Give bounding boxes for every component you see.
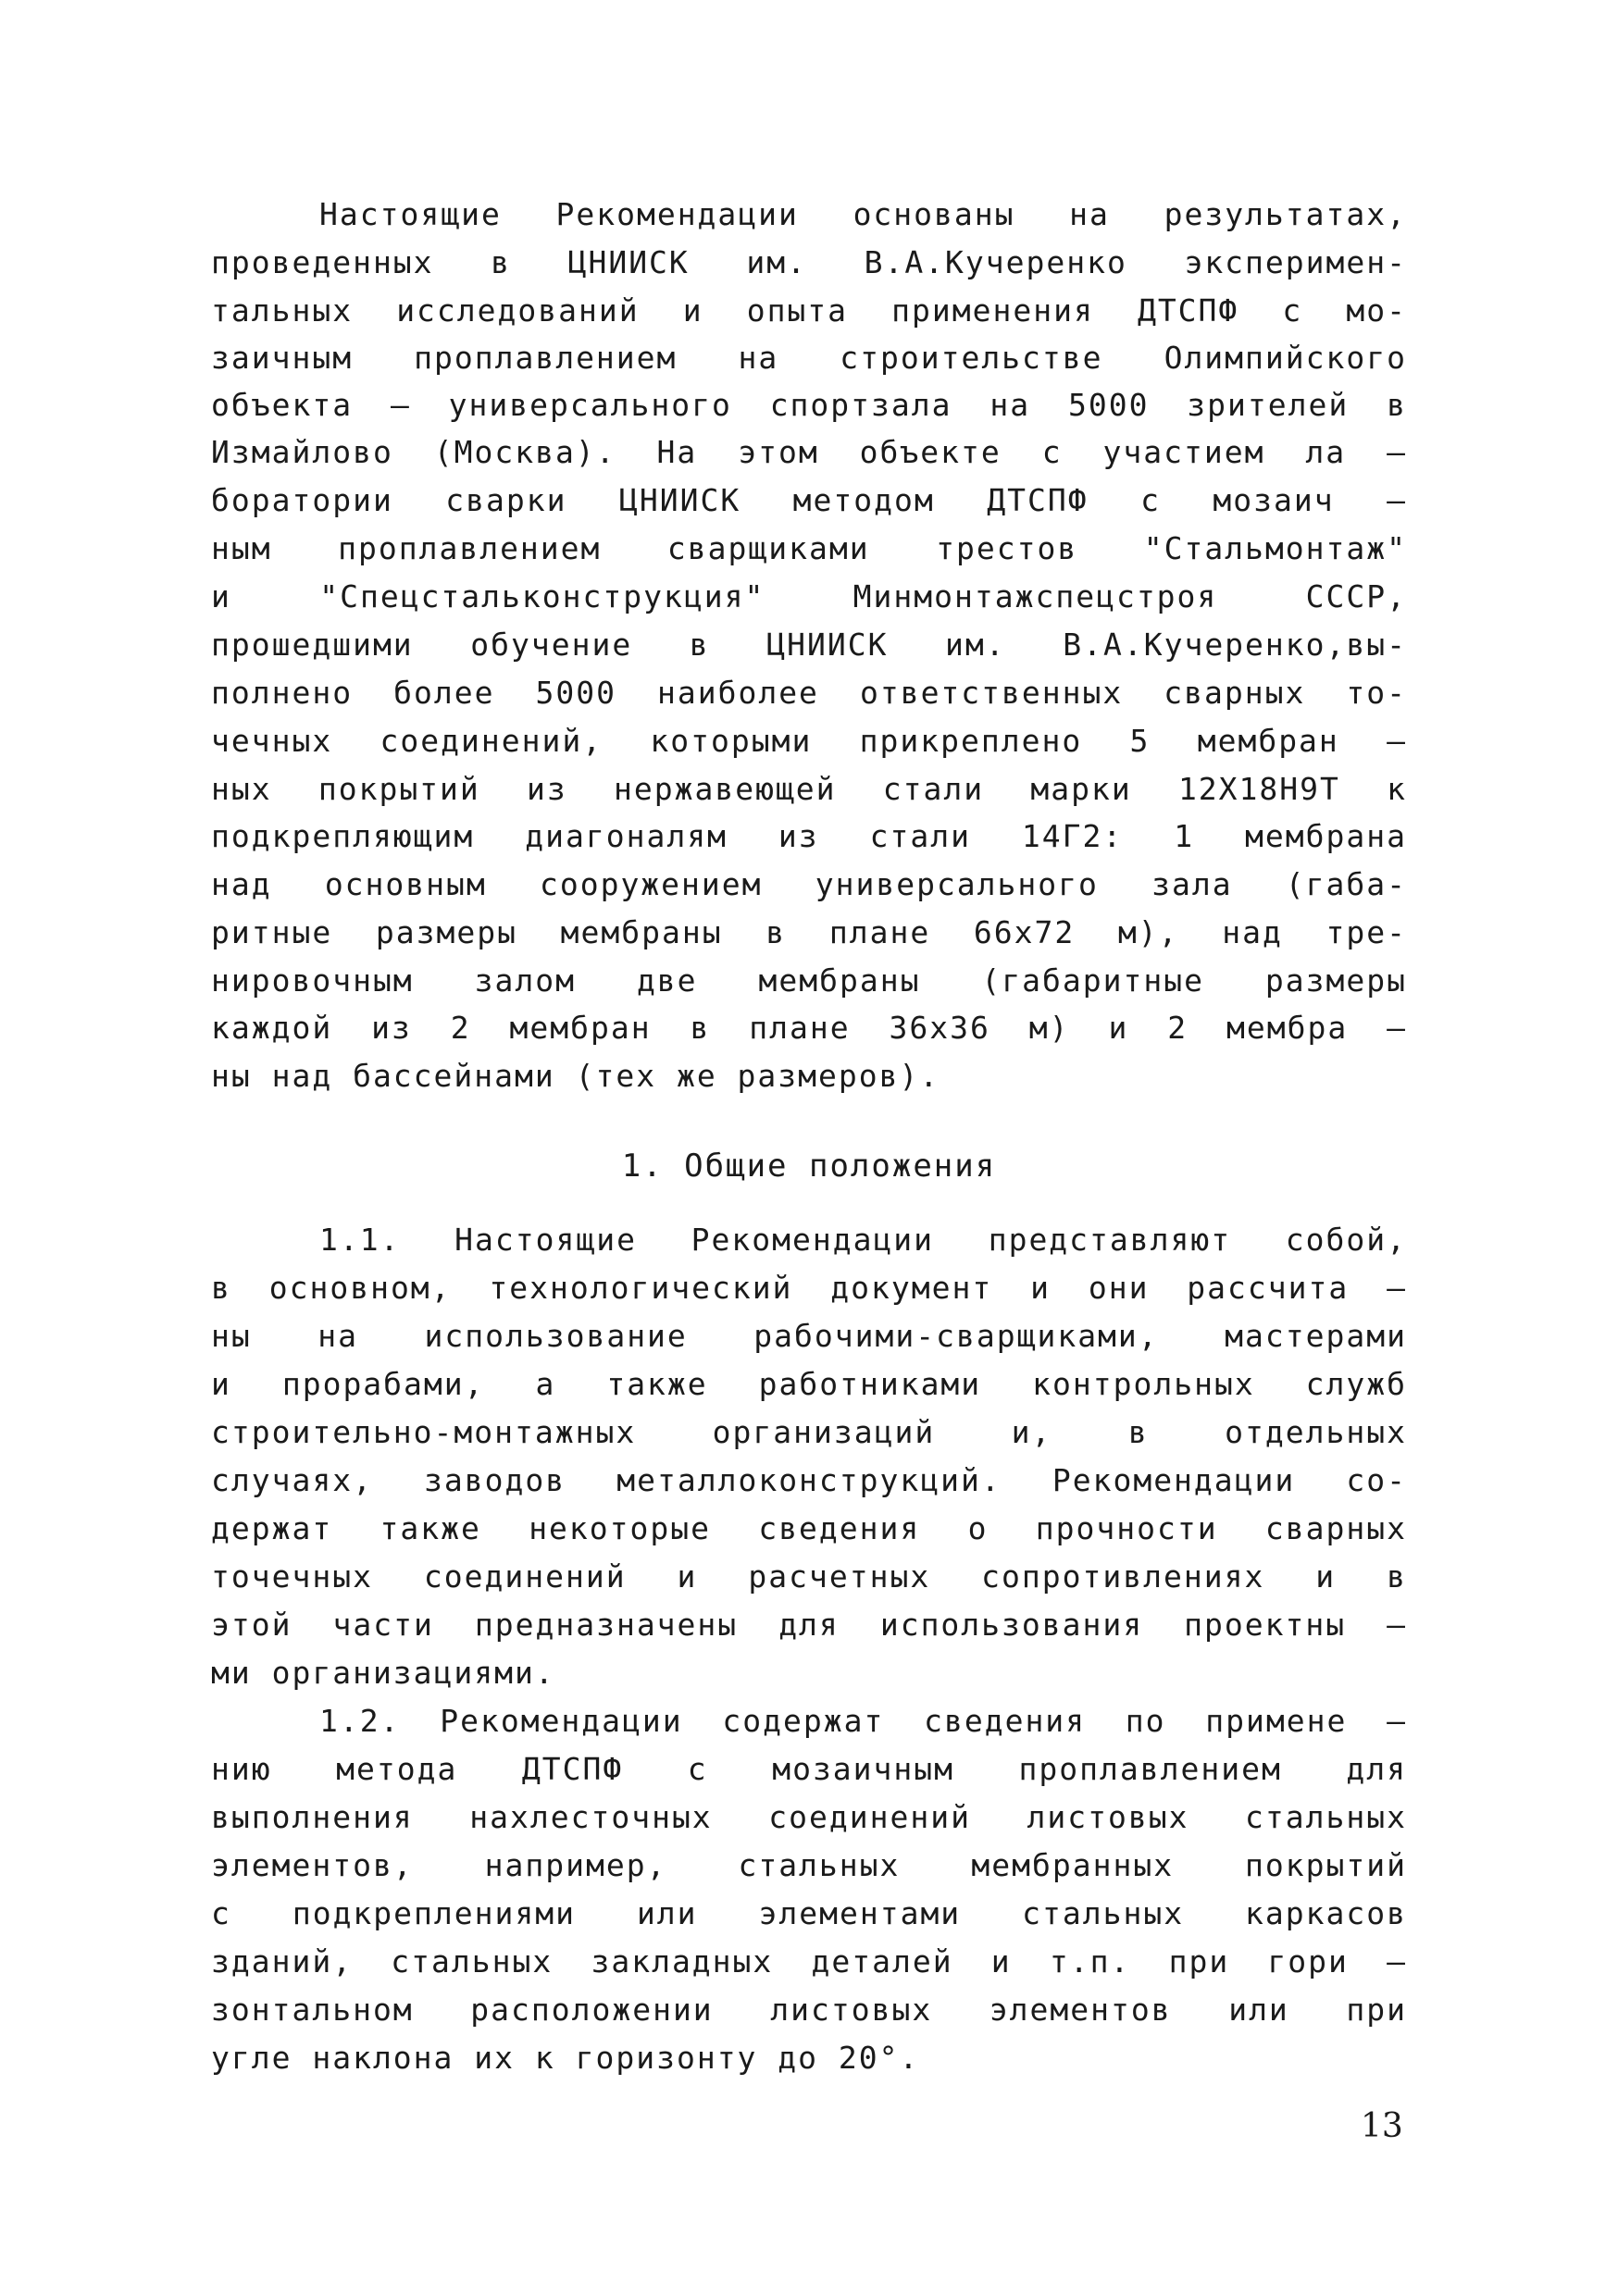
para-1-1-line: точечных соединений и расчетных сопротивлениях и в: [211, 1558, 1407, 1595]
para-1-2-line: угле наклона их к горизонту до 20°.: [211, 2040, 920, 2076]
para-1-2-line: зданий, стальных закладных деталей и т.п. при гори –: [211, 1943, 1407, 1980]
intro-line: объекта – универсального спортзала на 5000 зрителей в: [211, 387, 1407, 423]
intro-line: Настоящие Рекомендации основаны на результатах,: [319, 196, 1407, 232]
para-1-2-line: элементов, например, стальных мембранных покрытий: [211, 1847, 1407, 1883]
intro-line: чечных соединений, которыми прикреплено 5 мембран –: [211, 723, 1407, 759]
intro-line: над основным сооружением универсального зала (габа-: [211, 866, 1407, 902]
para-1-1-line: строительно-монтажных организаций и, в отдельных: [211, 1414, 1407, 1450]
para-1-2-line: выполнения нахлесточных соединений листовых стальных: [211, 1799, 1407, 1835]
para-1-1-line: случаях, заводов металлоконструкций. Рекомендации со-: [211, 1462, 1407, 1498]
intro-line: ным проплавлением сварщиками трестов "Стальмонтаж": [211, 530, 1407, 566]
para-1-1-line: этой части предназначены для использования проектны –: [211, 1607, 1407, 1643]
intro-line: боратории сварки ЦНИИСК методом ДТСПФ с мозаич –: [211, 482, 1407, 518]
para-1-1-line: в основном, технологический документ и они рассчита –: [211, 1270, 1407, 1306]
intro-line: ны над бассейнами (тех же размеров).: [211, 1058, 940, 1094]
intro-line: Измайлово (Москва). На этом объекте с участием ла –: [211, 434, 1407, 470]
para-1-1-line: ны на использование рабочими-сварщиками, мастерами: [211, 1318, 1407, 1354]
para-1-2-line: 1.2. Рекомендации содержат сведения по примене –: [319, 1703, 1407, 1739]
intro-line: каждой из 2 мембран в плане 36х36 м) и 2 мембра –: [211, 1010, 1407, 1046]
intro-line: проведенных в ЦНИИСК им. В.А.Кучеренко эксперимен-: [211, 244, 1407, 280]
para-1-1-line: 1.1. Настоящие Рекомендации представляют собой,: [319, 1222, 1407, 1258]
para-1-2-line: нию метода ДТСПФ с мозаичным проплавлением для: [211, 1751, 1407, 1787]
intro-line: прошедшими обучение в ЦНИИСК им. В.А.Кучеренко,вы-: [211, 627, 1407, 663]
intro-line: и "Спецстальконструкция" Минмонтажспецстроя СССР,: [211, 578, 1407, 614]
page-number: 13: [1361, 2107, 1403, 2145]
section-heading: 1. Общие положения: [621, 1148, 997, 1185]
intro-line: ритные размеры мембраны в плане 66х72 м), над тре-: [211, 914, 1407, 950]
para-1-2-line: с подкреплениями или элементами стальных каркасов: [211, 1895, 1407, 1931]
intro-line: подкрепляющим диагоналям из стали 14Г2: 1 мембрана: [211, 818, 1407, 854]
para-1-1-line: держат также некоторые сведения о прочности сварных: [211, 1510, 1407, 1546]
para-1-1-line: ми организациями.: [211, 1655, 555, 1691]
intro-line: ных покрытий из нержавеющей стали марки 12Х18Н9Т к: [211, 771, 1407, 807]
intro-line: полнено более 5000 наиболее ответственных сварных то-: [211, 675, 1407, 711]
intro-line: тальных исследований и опыта применения ДТСПФ с мо-: [211, 292, 1407, 329]
para-1-2-line: зонтальном расположении листовых элементов или при: [211, 1992, 1407, 2028]
intro-line: нировочным залом две мембраны (габаритные размеры: [211, 962, 1407, 999]
para-1-1-line: и прорабами, а также работниками контрольных служб: [211, 1366, 1407, 1402]
intro-line: заичным проплавлением на строительстве Олимпийского: [211, 340, 1407, 376]
